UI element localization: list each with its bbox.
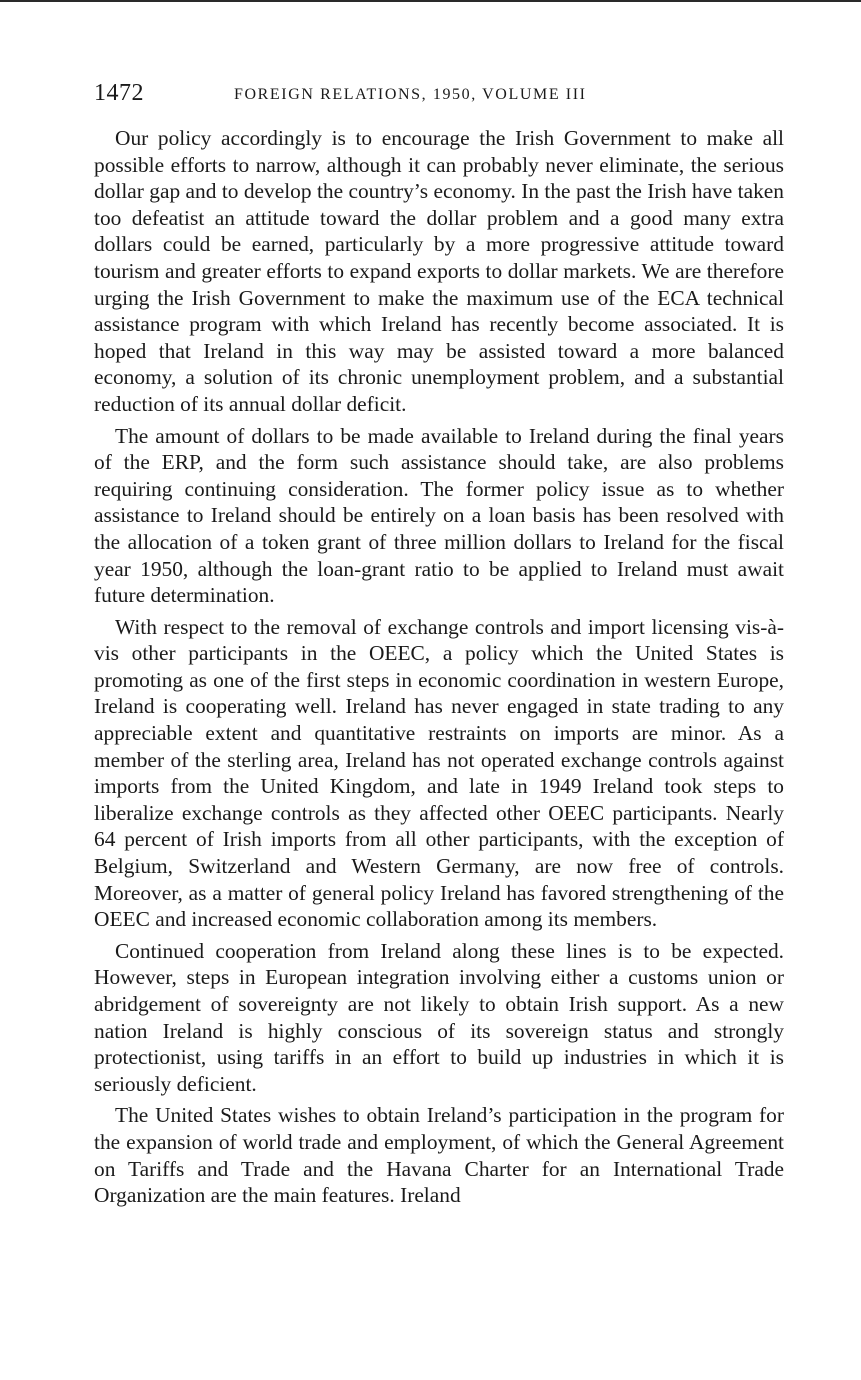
paragraph-exchange-controls: With respect to the removal of exchange controls and import licensing vis-à-vis other participants in the OEEC, a policy which the United States is promoting as one of the first steps in economic coordination in western Europe, Ireland is cooperating well. Ireland has never engaged in state trading to any appreciable extent and quantitative restraints on imports are minor. As a member of the sterling area, Ireland has not operated exchange controls against imports from the United Kingdom, and late in 1949 Ireland took steps to liberalize exchange controls as they affected other OEEC participants. Nearly 64 percent of Irish imports from all other participants, with the exception of Belgium, Switzerland and Western Germany, are now free of controls. Moreover, as a matter of general policy Ireland has favored strengthening of the OEEC and increased economic collaboration among its members.	[94, 614, 784, 932]
page-number: 1472	[94, 80, 144, 106]
book-title: FOREIGN RELATIONS, 1950, VOLUME III	[234, 86, 587, 103]
body-text	[94, 125, 784, 1209]
paragraph-erp-dollars: The amount of dollars to be made available to Ireland during the final years of the ERP, and the form such assistance should take, are also problems requiring continuing consideration. The former policy issue as to whether assistance to Ireland should be entirely on a loan basis has been resolved with the allocation of a token grant of three million dollars to Ireland for the fiscal year 1950, although the loan-grant ratio to be applied to Ireland must await future determination.	[94, 423, 784, 608]
paragraph-world-trade: The United States wishes to obtain Ireland’s participation in the program for the expansion of world trade and employment, of which the General Agreement on Tariffs and Trade and the Havana Charter for an International Trade Organization are the main features. Ireland	[94, 1103, 784, 1208]
paragraph-policy-dollar-gap: Our policy accordingly is to encourage the Irish Government to make all possible efforts to narrow, although it can probably never eliminate, the serious dollar gap and to develop the country’s economy. In the past the Irish have taken too defeatist an attitude toward the dollar problem and a good many extra dollars could be earned, particularly by a more progressive attitude toward tourism and greater efforts to expand exports to dollar markets. We are therefore urging the Irish Government to make the maximum use of the ECA technical assistance program with which Ireland has recently become associated. It is hoped that Ireland in this way may be assisted toward a more balanced economy, a solution of its chronic unemployment problem, and a substantial reduction of its annual dollar deficit.	[94, 126, 784, 416]
document-page	[94, 78, 784, 1214]
top-rule	[0, 0, 861, 2]
running-head	[94, 78, 784, 112]
paragraph-continued-cooperation: Continued cooperation from Ireland along these lines is to be expected. However, steps in European integration involving either a customs union or abridgement of sovereignty are not likely to obtain Irish support. As a new nation Ireland is highly conscious of its sovereign status and strongly protectionist, using tariffs in an effort to build up industries in which it is seriously deficient.	[94, 938, 784, 1096]
